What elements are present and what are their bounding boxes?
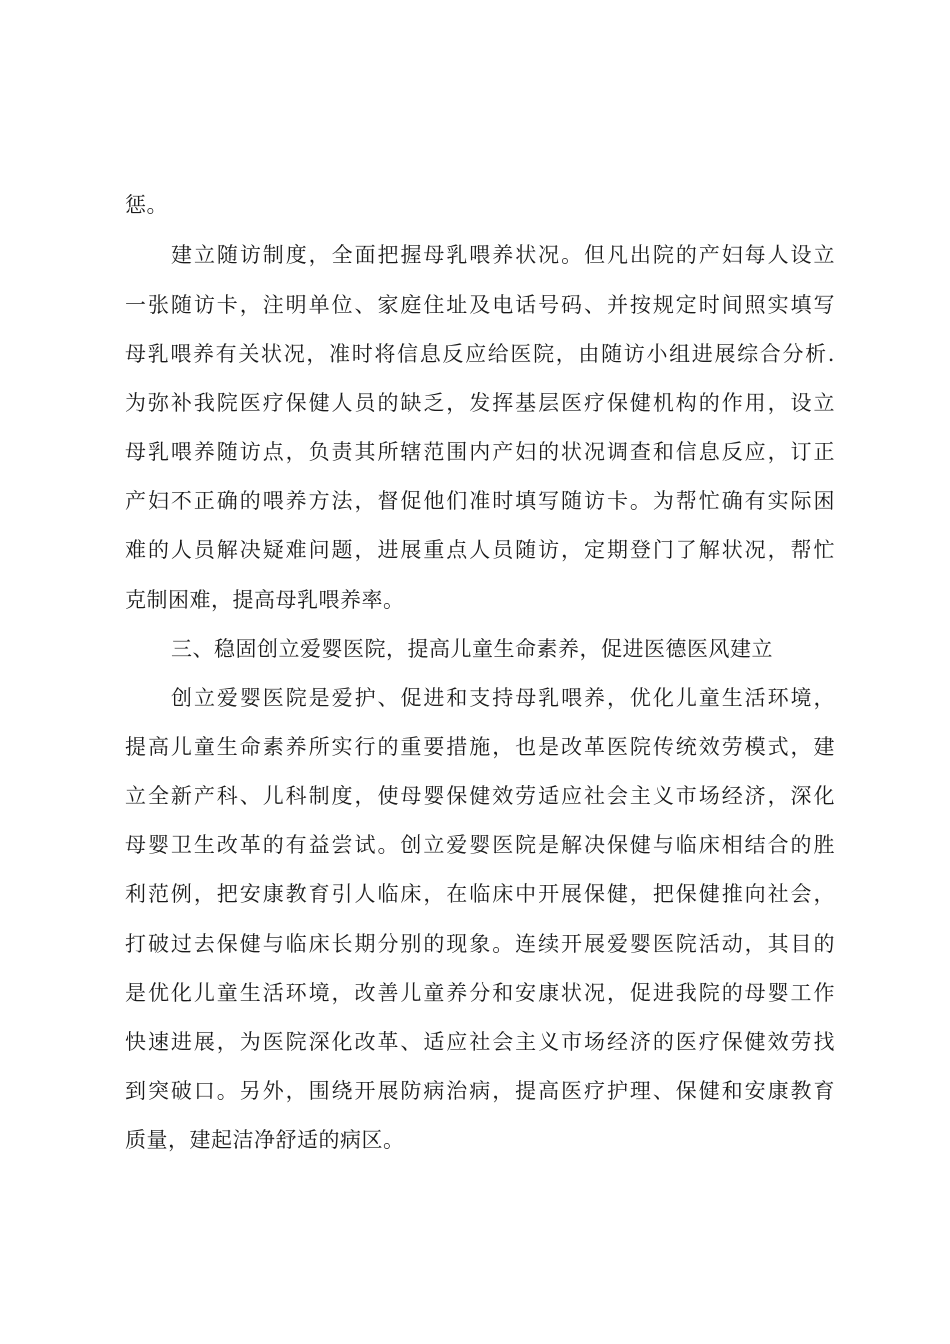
text-line: 提高儿童生命素养所实行的重要措施，也是改革医院传统效劳模式，建 [125, 735, 835, 759]
text-line: 母乳喂养随访点，负责其所辖范围内产妇的状况调查和信息反应，订正 [125, 440, 835, 464]
text-line: 一张随访卡，注明单位、家庭住址及电话号码、并按规定时间照实填写 [125, 293, 835, 317]
paragraph-start-line: 建立随访制度，全面把握母乳喂养状况。但凡出院的产妇每人设立 [171, 243, 835, 267]
text-line: 快速进展，为医院深化改革、适应社会主义市场经济的医疗保健效劳找 [125, 1030, 835, 1054]
text-line: 到突破口。另外，围绕开展防病治病，提高医疗护理、保健和安康教育 [125, 1079, 835, 1103]
text-line: 为弥补我院医疗保健人员的缺乏，发挥基层医疗保健机构的作用，设立 [125, 391, 835, 415]
text-line: 立全新产科、儿科制度，使母婴保健效劳适应社会主义市场经济，深化 [125, 784, 835, 808]
text-line: 母乳喂养有关状况，准时将信息反应给医院，由随访小组进展综合分析. [125, 342, 835, 366]
text-line: 难的人员解决疑难问题，进展重点人员随访，定期登门了解状况，帮忙 [125, 538, 835, 562]
text-line: 是优化儿童生活环境，改善儿童养分和安康状况，促进我院的母婴工作 [125, 981, 835, 1005]
text-line: 打破过去保健与临床长期分别的现象。连续开展爱婴医院活动，其目的 [125, 932, 835, 956]
text-line: 惩。 [125, 193, 168, 217]
section-heading: 三、稳固创立爱婴医院，提高儿童生命素养，促进医德医风建立 [171, 637, 773, 661]
text-line: 产妇不正确的喂养方法，督促他们准时填写随访卡。为帮忙确有实际困 [125, 489, 835, 513]
text-line: 母婴卫生改革的有益尝试。创立爱婴医院是解决保健与临床相结合的胜 [125, 833, 835, 857]
text-line: 利范例，把安康教育引人临床，在临床中开展保健，把保健推向社会， [125, 882, 835, 906]
text-line: 质量，建起洁净舒适的病区。 [125, 1128, 405, 1152]
text-line: 克制困难，提高母乳喂养率。 [125, 588, 405, 612]
paragraph-start-line: 创立爱婴医院是爱护、促进和支持母乳喂养，优化儿童生活环境， [171, 686, 835, 710]
